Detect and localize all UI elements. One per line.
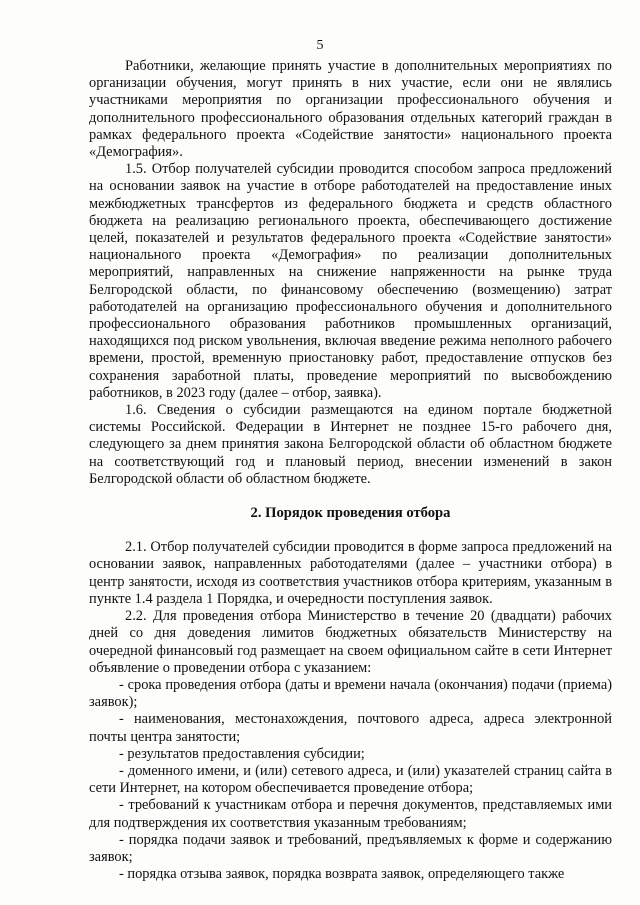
list-item: - порядка подачи заявок и требований, предъявляемых к форме и содержанию заявок; (89, 831, 612, 865)
paragraph-1-6: 1.6. Сведения о субсидии размещаются на едином портале бюджетной системы Российской. Федерации в Интернет не позднее 15-го рабочего дня, следующего за днем принятия закона Белгородской области об областном бюджете на соответствующий год и плановый период, внесении изменений в закон Белгородской области об областном бюджете. (89, 402, 612, 487)
paragraph-2-2: 2.2. Для проведения отбора Министерство в течение 20 (двадцати) рабочих дней со дня доведения лимитов бюджетных обязательств Министерству на очередной финансовый год размещает на своем официальном сайте в сети Интернет объявление о проведении отбора с указанием: (89, 608, 612, 676)
paragraph-1-5: 1.5. Отбор получателей субсидии проводится способом запроса предложений на основании заявок на участие в отборе работодателей на предоставление иных межбюджетных трансфертов из федерального бюджета и средств областного бюджета на реализацию регионального проекта, обеспечивающего достижение целей, показателей и результатов федерального проекта «Содействие занятости» национального проекта «Демография» по реализации дополнительных мероприятий, направленных на снижение напряженности на рынке труда Белгородской области, по финансовому обеспечению (возмещению) затрат работодателей на организацию профессионального обучения и дополнительного профессионального образования работников промышленных организаций, находящихся под риском увольнения, включая введение режима неполного рабочего времени, простой, временную приостановку работ, предоставление отпусков без сохранения заработной платы, проведение мероприятий по высвобождению работников, в 2023 году (далее – отбор, заявка). (89, 161, 612, 401)
paragraph-workers: Работники, желающие принять участие в дополнительных мероприятиях по организации обучения, могут принять в них участие, если они не являлись участниками мероприятия по организации профессионального обучения и дополнительного профессионального образования отдельных категорий граждан в рамках федерального проекта «Содействие занятости» национального проекта «Демография». (89, 58, 612, 161)
list-item: - наименования, местонахождения, почтового адреса, адреса электронной почты центра занятости; (89, 711, 612, 745)
list-item: - срока проведения отбора (даты и времени начала (окончания) подачи (приема) заявок); (89, 676, 612, 711)
list-item: - порядка отзыва заявок, порядка возврата заявок, определяющего также (119, 866, 565, 883)
list-item: - доменного имени, и (или) сетевого адреса, и (или) указателей страниц сайта в сети Интернет, на котором обеспечивается проведение отбора; (89, 762, 612, 797)
page-number: 5 (316, 38, 324, 53)
section-heading: 2. Порядок проведения отбора (250, 505, 451, 522)
list-item: - результатов предоставления субсидии; (119, 745, 365, 762)
list-item: - требований к участникам отбора и перечня документов, представляемых ими для подтверждения их соответствия указанным требованиям; (89, 797, 612, 831)
document-body (89, 58, 612, 883)
paragraph-2-1: 2.1. Отбор получателей субсидии проводится в форме запроса предложений на основании заявок, направленных работодателями (далее – участники отбора) в центр занятости, исходя из соответствия участников отбора критериям, указанным в пункте 1.4 раздела 1 Порядка, и очередности поступления заявок. (89, 539, 612, 607)
